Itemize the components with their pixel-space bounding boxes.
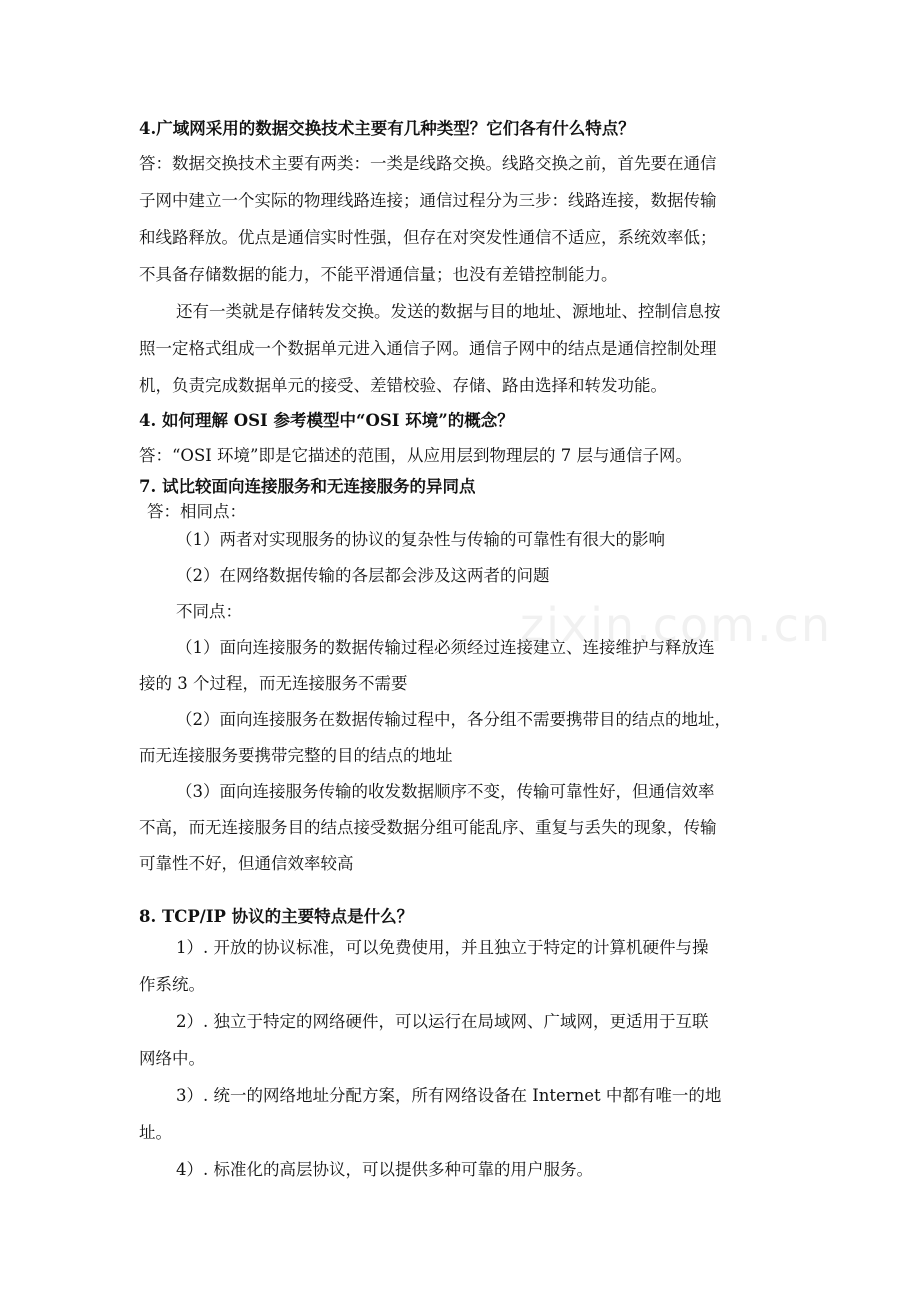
answer-line: 网络中。 [139, 1049, 205, 1068]
answer-line: 不高，而无连接服务目的结点接受数据分组可能乱序、重复与丢失的现象，传输 [139, 818, 717, 837]
answer-line: 照一定格式组成一个数据单元进入通信子网。通信子网中的结点是通信控制处理 [139, 339, 717, 358]
answer-line: 4）. 标准化的高层协议，可以提供多种可靠的用户服务。 [176, 1160, 593, 1179]
answer-line: 2）. 独立于特定的网络硬件，可以运行在局域网、广域网，更适用于互联 [176, 1012, 709, 1031]
watermark: zixin.com.cn [520, 598, 833, 652]
answer-line: 可靠性不好，但通信效率较高 [139, 854, 354, 873]
answer-line: 子网中建立一个实际的物理线路连接；通信过程分为三步：线路连接，数据传输 [139, 191, 717, 210]
answer-line: 1）. 开放的协议标准，可以免费使用，并且独立于特定的计算机硬件与操 [176, 938, 709, 957]
answer-line: 接的 3 个过程，而无连接服务不需要 [139, 674, 408, 693]
question-title: 4. 如何理解 OSI 参考模型中“OSI 环境”的概念？ [139, 411, 514, 430]
answer-line: （1）两者对实现服务的协议的复杂性与传输的可靠性有很大的影响 [176, 530, 665, 549]
question-title: 4.广域网采用的数据交换技术主要有几种类型？它们各有什么特点？ [139, 119, 635, 138]
answer-line: 作系统。 [139, 975, 205, 994]
answer-line: 答：数据交换技术主要有两类：一类是线路交换。线路交换之前，首先要在通信 [139, 154, 717, 173]
question-title: 7. 试比较面向连接服务和无连接服务的异同点 [139, 477, 476, 496]
answer-line: 机，负责完成数据单元的接受、差错校验、存储、路由选择和转发功能。 [139, 376, 667, 395]
answer-line: 而无连接服务要携带完整的目的结点的地址 [139, 746, 453, 765]
question-title: 8. TCP/IP 协议的主要特点是什么？ [139, 907, 414, 926]
answer-line: 3）. 统一的网络地址分配方案，所有网络设备在 Internet 中都有唯一的地 [176, 1086, 722, 1105]
answer-line: 不具备存储数据的能力，不能平滑通信量；也没有差错控制能力。 [139, 265, 618, 284]
answer-line: 还有一类就是存储转发交换。发送的数据与目的地址、源地址、控制信息按 [176, 302, 721, 321]
answer-line: （2）在网络数据传输的各层都会涉及这两者的问题 [176, 566, 550, 585]
answer-line: （2）面向连接服务在数据传输过程中，各分组不需要携带目的结点的地址， [176, 710, 731, 729]
answer-line: 答：相同点： [147, 502, 246, 521]
answer-line: （1）面向连接服务的数据传输过程必须经过连接建立、连接维护与释放连 [176, 638, 715, 657]
answer-line: 址。 [139, 1123, 172, 1142]
answer-line: 答：“OSI 环境”即是它描述的范围，从应用层到物理层的 7 层与通信子网。 [139, 446, 692, 465]
answer-line: 不同点： [176, 602, 242, 621]
answer-line: （3）面向连接服务传输的收发数据顺序不变，传输可靠性好，但通信效率 [176, 782, 715, 801]
answer-line: 和线路释放。优点是通信实时性强，但存在对突发性通信不适应，系统效率低； [139, 228, 717, 247]
